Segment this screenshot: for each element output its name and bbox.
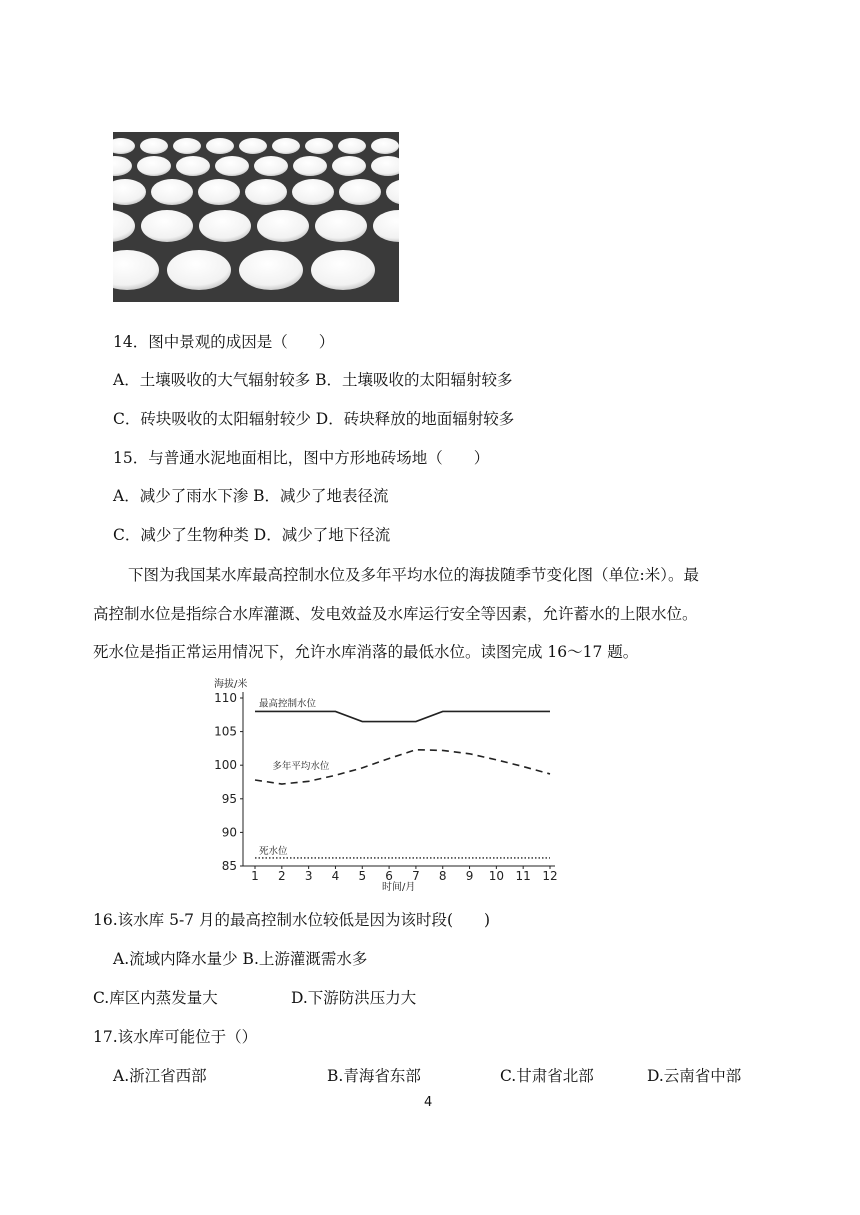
snow-mound [215,156,249,176]
x-tick-label: 12 [542,869,558,883]
q17-stem: 17.该水库可能位于（） [93,1028,258,1046]
x-tick-label: 4 [331,869,340,883]
y-tick-label: 85 [221,859,237,873]
snow-mound [338,138,366,154]
snow-mound [272,138,300,154]
snow-mound [176,156,210,176]
x-tick-label: 2 [277,869,286,883]
q16-stem: 16.该水库 5-7 月的最高控制水位较低是因为该时段( ) [93,911,491,929]
intro-line-1: 下图为我国某水库最高控制水位及多年平均水位的海拔随季节变化图（单位:米）。最 [128,566,699,584]
q17-option-d: D.云南省中部 [647,1067,742,1085]
intro-line-3: 死水位是指正常运用情况下，允许水库消落的最低水位。读图完成 16～17 题。 [93,643,639,661]
page-number: 4 [424,1095,433,1110]
snow-mound [254,156,288,176]
y-axis-title: 海拔/米 [214,679,248,690]
snow-mound [198,179,240,205]
snow-mound [167,250,231,290]
snow-mound [173,138,201,154]
reservoir-level-chart [210,676,565,891]
snow-mound [137,156,171,176]
q16-option-d: D.下游防洪压力大 [291,989,417,1007]
snow-mound [293,156,327,176]
snow-mound [305,138,333,154]
snow-mound [257,210,309,242]
x-axis-title: 时间/月 [382,882,416,891]
series-line-1 [255,711,550,721]
snow-mound [315,210,367,242]
x-tick-label: 6 [385,869,393,883]
series-label-1: 最高控制水位 [259,698,317,710]
q16-option-c: C.库区内蒸发量大 [93,989,218,1007]
x-tick-label: 1 [251,869,259,883]
q17-option-b: B.青海省东部 [327,1067,421,1085]
q15-stem: 15．与普通水泥地面相比，图中方形地砖场地（ ） [113,449,490,467]
y-tick-label: 110 [214,691,237,705]
x-tick-label: 8 [438,869,447,883]
q17-option-c: C.甘肃省北部 [500,1067,594,1085]
x-tick-label: 7 [412,869,420,883]
snow-mound [206,138,234,154]
q14-options-cd: C．砖块吸收的太阳辐射较少 D．砖块释放的地面辐射较多 [113,410,515,428]
q16-options-ab: A.流域内降水量少 B.上游灌溉需水多 [113,950,368,968]
q14-options-ab: A．土壤吸收的大气辐射较多 B．土壤吸收的太阳辐射较多 [113,371,513,389]
snow-mound [339,179,381,205]
x-tick-label: 3 [304,869,313,883]
y-tick-label: 95 [221,791,237,806]
q17-option-a: A.浙江省西部 [113,1067,207,1085]
y-tick-label: 105 [214,724,237,739]
snow-mound [199,210,251,242]
snow-mound [292,179,334,205]
x-tick-label: 10 [488,869,505,883]
q14-stem: 14．图中景观的成因是（ ） [113,333,335,351]
y-tick-label: 90 [221,825,237,840]
snow-mound [151,179,193,205]
snow-mound [311,250,375,290]
snow-mound [245,179,287,205]
x-tick-label: 5 [358,869,367,883]
snow-mound [332,156,366,176]
x-tick-label: 11 [515,869,531,883]
intro-line-2: 高控制水位是指综合水库灌溉、发电效益及水库运行安全等因素，允许蓄水的上限水位。 [93,605,698,623]
x-tick-label: 9 [465,869,474,883]
series-label-2: 多年平均水位 [272,760,330,772]
snow-bricks-photo [113,132,399,302]
y-tick-label: 100 [214,758,237,773]
snow-mound [239,250,303,290]
series-label-3: 死水位 [259,845,288,857]
snow-mound [239,138,267,154]
q15-options-cd: C．减少了生物种类 D．减少了地下径流 [113,526,391,544]
snow-mound [371,138,399,154]
snow-mound [140,138,168,154]
snow-mound [141,210,193,242]
q15-options-ab: A．减少了雨水下渗 B．减少了地表径流 [113,487,389,505]
